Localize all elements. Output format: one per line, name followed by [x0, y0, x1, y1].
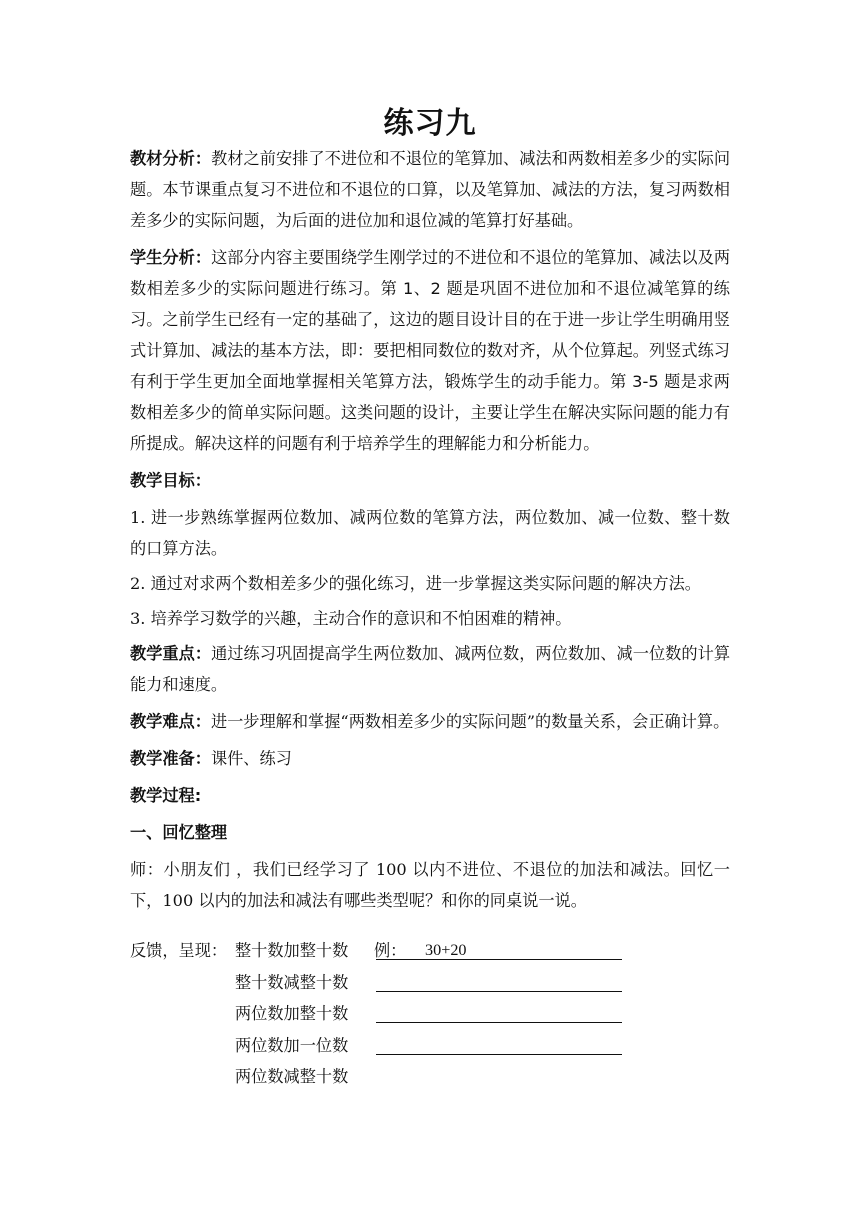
- feedback-category: 两位数加一位数: [235, 1035, 349, 1055]
- process-heading: 教学过程:: [130, 786, 202, 805]
- document-body: [130, 143, 730, 922]
- example-label: 例：: [374, 941, 407, 960]
- feedback-row: [130, 1030, 730, 1062]
- difficulties-label: 教学难点：: [130, 712, 211, 731]
- answer-blank-line: [376, 991, 622, 992]
- feedback-category: 整十数减整十数: [235, 972, 349, 992]
- student-analysis-label: 学生分析：: [130, 248, 212, 267]
- page-title: 练习九: [383, 106, 477, 141]
- student-analysis-text: 这部分内容主要围绕学生刚学过的不进位和不退位的笔算加、减法以及两数相差多少的实际问题进行练习。第 1、2 题是巩固不进位加和不退位减笔算的练习。之前学生已经有一定的基础了，这边的题目设计目的在于进一步让学生明确用竖式计算加、减法的基本方法，即：要把相同数位的数对齐，从个位算起。列竖式练习有利于学生更加全面地掌握相关笔算方法，锻炼学生的动手能力。第 3-5 题是求两数相差多少的简单实际问题。这类问题的设计，主要让学生在解决实际问题的能力有所提成。解决这样的问题有利于培养学生的理解能力和分析能力。: [130, 248, 731, 453]
- textbook-analysis-text: 教材之前安排了不进位和不退位的笔算加、减法和两数相差多少的实际问题。本节课重点复习不进位和不退位的口算，以及笔算加、减法的方法，复习两数相差多少的实际问题，为后面的进位加和退位减的笔算打好基础。: [130, 149, 731, 230]
- goal-item-2: 2. 通过对求两个数相差多少的强化练习，进一步掌握这类实际问题的解决方法。: [130, 574, 701, 593]
- key-points-label: 教学重点：: [130, 644, 212, 663]
- feedback-category: 两位数加整十数: [235, 1004, 349, 1023]
- section1-heading: 一、回忆整理: [130, 823, 228, 842]
- textbook-analysis-label: 教材分析：: [130, 149, 212, 168]
- key-points-text: 通过练习巩固提高学生两位数加、减两位数，两位数加、减一位数的计算能力和速度。: [130, 644, 731, 694]
- preparation-paragraph: [130, 743, 730, 774]
- section1-text: 师：小朋友们 ，我们已经学习了 100 以内不进位、不退位的加法和减法。回忆一下，100 以内的加法和减法有哪些类型呢？和你的同桌说一说。: [130, 860, 730, 910]
- student-analysis-paragraph: [130, 242, 730, 459]
- feedback-row: [130, 998, 730, 1030]
- feedback-row: [130, 935, 730, 967]
- goal-item-1: 1. 进一步熟练掌握两位数加、减两位数的笔算方法，两位数加、减一位数、整十数的口算方法。: [130, 508, 730, 558]
- goal-item-3: 3. 培养学习数学的兴趣，主动合作的意识和不怕困难的精神。: [130, 609, 572, 628]
- difficulties-text: 进一步理解和掌握“两数相差多少的实际问题”的数量关系，会正确计算。: [210, 712, 730, 731]
- preparation-text: 课件、练习: [210, 749, 292, 768]
- feedback-row: [130, 967, 730, 999]
- textbook-analysis-paragraph: [130, 143, 730, 236]
- feedback-list: [130, 935, 730, 1093]
- difficulties-paragraph: [130, 706, 730, 737]
- example-value: 30+20: [425, 941, 467, 959]
- preparation-label: 教学准备：: [130, 749, 211, 768]
- feedback-category: 整十数加整十数: [235, 941, 349, 960]
- key-points-paragraph: [130, 638, 730, 700]
- answer-blank-line: [376, 1054, 622, 1055]
- feedback-row: [130, 1061, 730, 1093]
- feedback-category: 两位数减整十数: [235, 1067, 349, 1086]
- answer-blank-line: [376, 959, 622, 960]
- answer-blank-line: [376, 1022, 622, 1023]
- goals-heading: 教学目标：: [130, 471, 211, 490]
- feedback-lead: 反馈，呈现：: [130, 941, 228, 960]
